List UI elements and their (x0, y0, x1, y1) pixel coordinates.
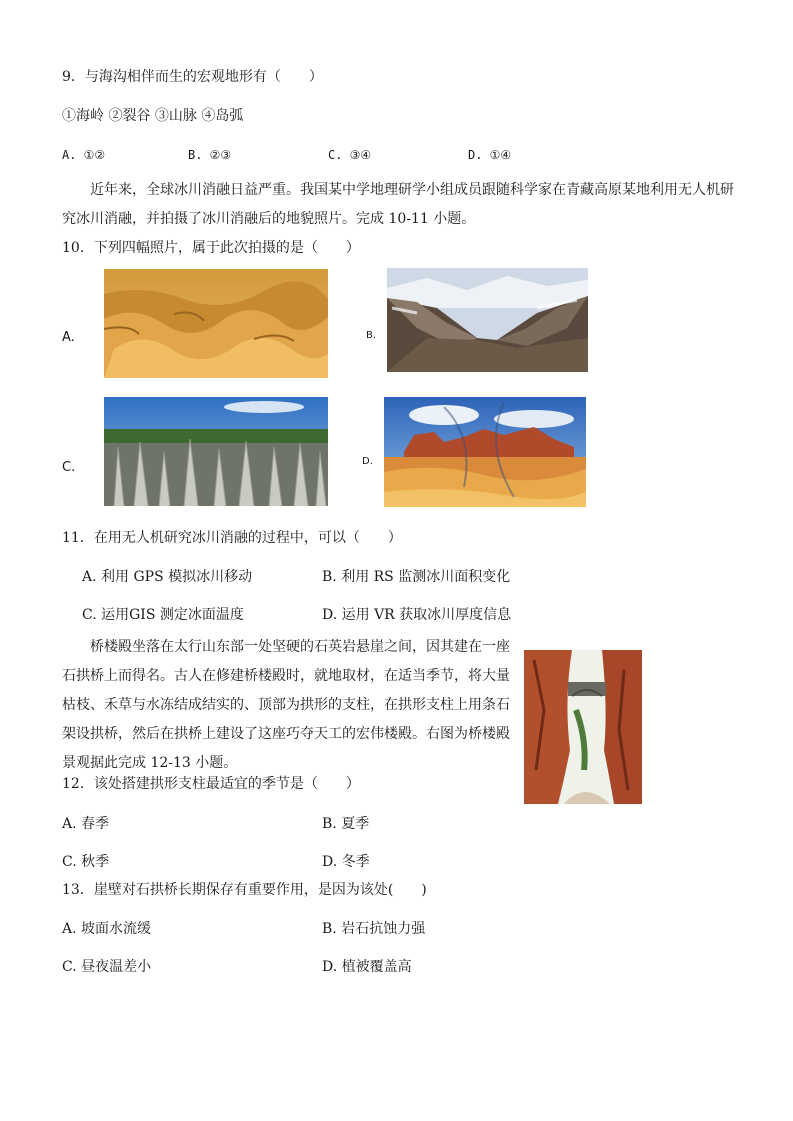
q9-option-b[interactable]: B. ②③ (188, 148, 232, 162)
q9-option-c[interactable]: C. ③④ (328, 148, 372, 162)
q13-stem: 13．崖壁对石拱桥长期保存有重要作用，是因为该处( ) (62, 882, 427, 898)
q9-option-d[interactable]: D. ①④ (468, 148, 512, 162)
q9-option-a[interactable]: A. ①② (62, 148, 106, 162)
q11-option-a[interactable]: A. 利用 GPS 模拟冰川移动 (82, 569, 253, 585)
q11-option-d[interactable]: D. 运用 VR 获取冰川厚度信息 (322, 607, 512, 623)
q12-option-d[interactable]: D. 冬季 (322, 854, 370, 870)
q11-option-b[interactable]: B. 利用 RS 监测冰川面积变化 (322, 569, 511, 585)
q11-option-c[interactable]: C. 运用GIS 测定冰面温度 (82, 607, 244, 623)
q9-stem: 9．与海沟相伴而生的宏观地形有（ ） (62, 69, 323, 85)
passage-bridge (62, 633, 517, 778)
q13-option-b[interactable]: B. 岩石抗蚀力强 (322, 921, 426, 937)
q12-stem: 12．该处搭建拱形支柱最适宜的季节是（ ） (62, 776, 360, 792)
q10-label-a: A. (62, 330, 75, 345)
passage-bridge-text: 桥楼殿坐落在太行山东部一处坚硬的石英岩悬崖之间，因其建在一座石拱桥上而得名。古人在修建桥楼殿时，就地取材，在适当季节，将大量枯枝、禾草与水冻结成结实的、顶部为拱形的支柱，在拱形支柱上用条石架设拱桥，然后在拱桥上建设了这座巧夺天工的宏伟楼殿。右图为桥楼殿景观据此完成 12-13 小题。 (62, 639, 510, 771)
q10-label-b: B. (366, 330, 377, 341)
q12-option-c[interactable]: C. 秋季 (62, 854, 110, 870)
q9-items: ①海岭 ②裂谷 ③山脉 ④岛弧 (62, 108, 244, 124)
q11-stem: 11．在用无人机研究冰川消融的过程中，可以（ ） (62, 530, 402, 546)
q10-label-d: D. (362, 456, 373, 467)
q10-label-c: C. (62, 460, 76, 475)
q10-stem: 10．下列四幅照片，属于此次拍摄的是（ ） (62, 240, 360, 256)
passage-glacier-text: 近年来，全球冰川消融日益严重。我国某中学地理研学小组成员跟随科学家在青藏高原某地利用无人机研究冰川消融，并拍摄了冰川消融后的地貌照片。完成 10-11 小题。 (62, 182, 734, 227)
passage-glacier (62, 176, 742, 234)
q13-option-a[interactable]: A. 坡面水流缓 (62, 921, 152, 937)
glacial-valley-photo[interactable] (387, 268, 588, 372)
bridge-hall-photo[interactable] (524, 650, 642, 804)
q13-option-d[interactable]: D. 植被覆盖高 (322, 959, 412, 975)
desert-dunes-photo[interactable] (104, 269, 328, 378)
q12-option-b[interactable]: B. 夏季 (322, 816, 370, 832)
danxia-red-rock-photo[interactable] (384, 397, 586, 507)
stone-forest-photo[interactable] (104, 397, 328, 506)
q13-option-c[interactable]: C. 昼夜温差小 (62, 959, 152, 975)
q12-option-a[interactable]: A. 春季 (62, 816, 110, 832)
